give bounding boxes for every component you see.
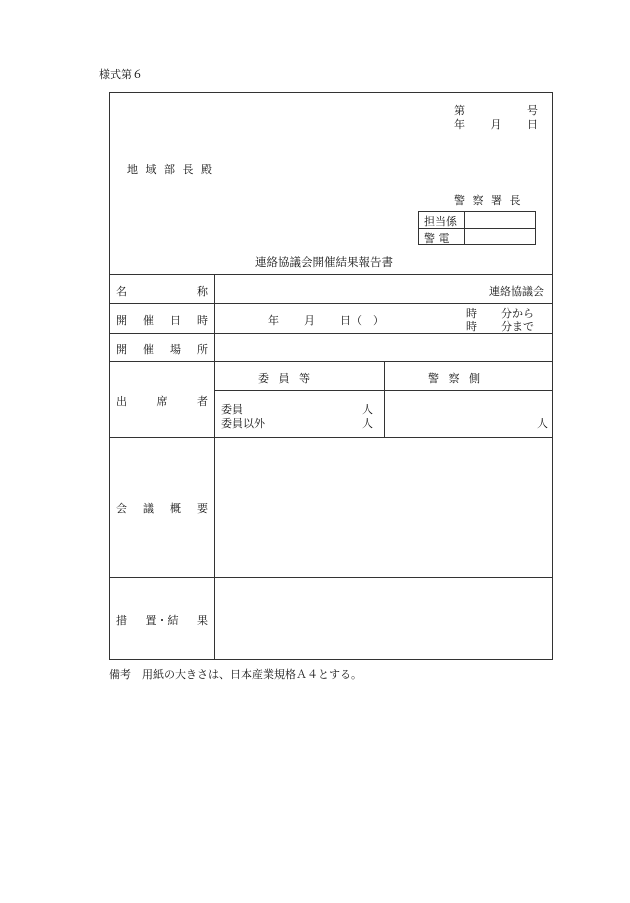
contact-person-label: 担当係: [424, 215, 457, 228]
form-number: 様式第６: [99, 68, 143, 81]
time-from-min: 分から: [501, 307, 534, 320]
member-label: 委員: [221, 403, 243, 416]
label-datetime: 開 催 日 時: [116, 314, 208, 327]
nonmember-unit: 人: [362, 417, 373, 430]
police-unit: 人: [537, 417, 548, 430]
sender: 警 察 署 長: [454, 194, 523, 207]
nonmember-label: 委員以外: [221, 417, 265, 430]
label-summary: 会 議 概 要: [116, 502, 208, 515]
datetime-month: 月: [304, 314, 315, 327]
name-value: 連絡協議会: [489, 285, 544, 298]
time-to-hour: 時: [466, 320, 477, 333]
col-police-header: 警 察 側: [428, 372, 483, 385]
label-attendees: 出 席 者: [116, 395, 208, 408]
number-prefix: 第: [454, 104, 465, 117]
date-year: 年: [454, 118, 465, 131]
member-unit: 人: [362, 403, 373, 416]
footnote: 備考 用紙の大きさは、日本産業規格Ａ４とする。: [109, 668, 362, 681]
label-name: 名 称: [116, 285, 208, 298]
date-day: 日: [527, 118, 538, 131]
datetime-year: 年: [268, 314, 279, 327]
label-place: 開 催 場 所: [116, 343, 208, 356]
time-to-min: 分まで: [501, 320, 534, 333]
number-suffix: 号: [527, 104, 538, 117]
datetime-day: 日（ ）: [340, 314, 384, 327]
document-date: [454, 116, 538, 132]
form-title: 連絡協議会開催結果報告書: [255, 255, 393, 269]
form-frame: [109, 92, 553, 660]
label-measures: 措 置・結 果: [116, 614, 208, 627]
contact-phone-label: 警 電: [424, 232, 450, 245]
date-month: 月: [490, 118, 502, 131]
col-members-header: 委 員 等: [258, 372, 313, 385]
time-from-hour: 時: [466, 307, 477, 320]
addressee: 地 域 部 長 殿: [127, 163, 214, 176]
